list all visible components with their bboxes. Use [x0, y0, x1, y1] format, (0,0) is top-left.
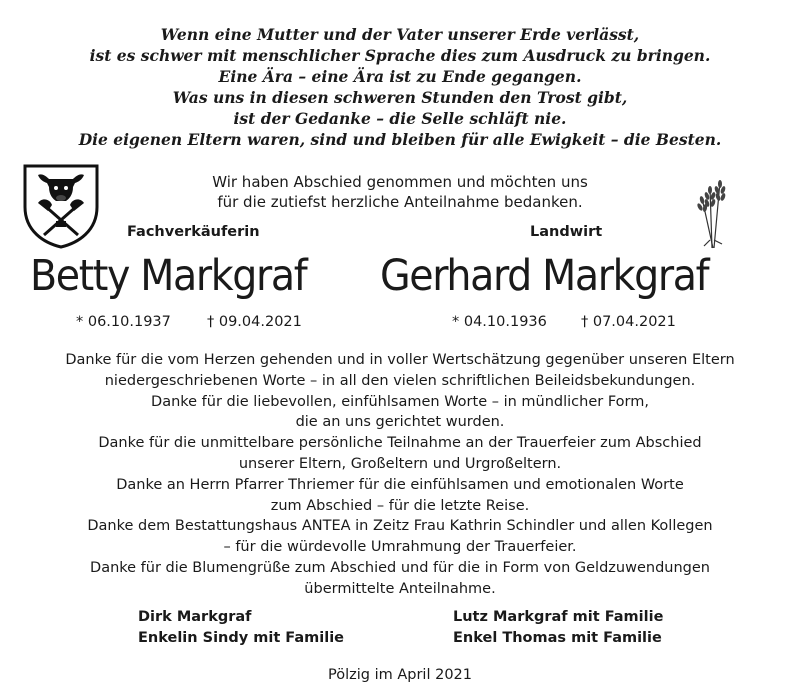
- place-date: Pölzig im April 2021: [328, 667, 472, 683]
- intro-text: [0, 172, 800, 212]
- poem-line: Die eigenen Eltern waren, sind und bleiben für alle Ewigkeit – die Besten.: [78, 130, 722, 149]
- thanks-line: zum Abschied – für die letzte Reise.: [270, 497, 530, 514]
- thanks-line: übermittelte Anteilnahme.: [304, 580, 496, 597]
- thanks-line: die an uns gerichtet wurden.: [295, 414, 505, 431]
- poem-line: Was uns in diesen schweren Stunden den Trost gibt,: [172, 88, 628, 107]
- role-betty: Fachverkäuferin: [127, 224, 260, 240]
- thanks-line: – für die würdevolle Umrahmung der Trauerfeier.: [223, 539, 577, 556]
- name-gerhard: Gerhard Markgraf: [380, 251, 709, 301]
- poem-line: ist der Gedanke – die Selle schläft nie.: [233, 109, 567, 128]
- thanks-text: [0, 350, 800, 600]
- poem-line: Eine Ära – eine Ära ist zu Ende gegangen.: [218, 67, 582, 86]
- signature: Enkelin Sindy mit Familie: [138, 630, 344, 646]
- signature: Lutz Markgraf mit Familie: [453, 609, 664, 625]
- name-betty: Betty Markgraf: [30, 251, 307, 301]
- thanks-line: Danke für die liebevollen, einfühlsamen Worte – in mündlicher Form,: [151, 393, 649, 410]
- thanks-line: unserer Eltern, Großeltern und Urgroßeltern.: [238, 455, 562, 472]
- poem: [0, 24, 800, 150]
- birth-date-betty: * 06.10.1937: [76, 314, 171, 330]
- role-gerhard: Landwirt: [530, 224, 603, 240]
- intro-line: für die zutiefst herzliche Anteilnahme bedanken.: [217, 193, 583, 211]
- poem-line: ist es schwer mit menschlicher Sprache dies zum Ausdruck zu bringen.: [89, 46, 711, 65]
- birth-date-gerhard: * 04.10.1936: [452, 314, 547, 330]
- death-date-betty: † 09.04.2021: [207, 314, 302, 330]
- thanks-line: niedergeschriebenen Worte – in all den vielen schriftlichen Beileidsbekundungen.: [104, 372, 696, 389]
- thanks-line: Danke an Herrn Pfarrer Thriemer für die einfühlsamen und emotionalen Worte: [116, 476, 684, 493]
- thanks-line: Danke für die vom Herzen gehenden und in voller Wertschätzung gegenüber unseren Eltern: [65, 352, 735, 368]
- thanks-line: Danke für die unmittelbare persönliche Teilnahme an der Trauerfeier zum Abschied: [98, 435, 702, 452]
- intro-line: Wir haben Abschied genommen und möchten uns: [212, 173, 588, 191]
- poem-line: Wenn eine Mutter und der Vater unserer Erde verlässt,: [160, 25, 640, 44]
- signature: Enkel Thomas mit Familie: [453, 630, 662, 646]
- thanks-line: Danke dem Bestattungshaus ANTEA in Zeitz Frau Kathrin Schindler und allen Kollegen: [87, 518, 713, 535]
- signature: Dirk Markgraf: [138, 609, 252, 625]
- thanks-line: Danke für die Blumengrüße zum Abschied und für die in Form von Geldzuwendungen: [90, 559, 710, 576]
- death-date-gerhard: † 07.04.2021: [581, 314, 676, 330]
